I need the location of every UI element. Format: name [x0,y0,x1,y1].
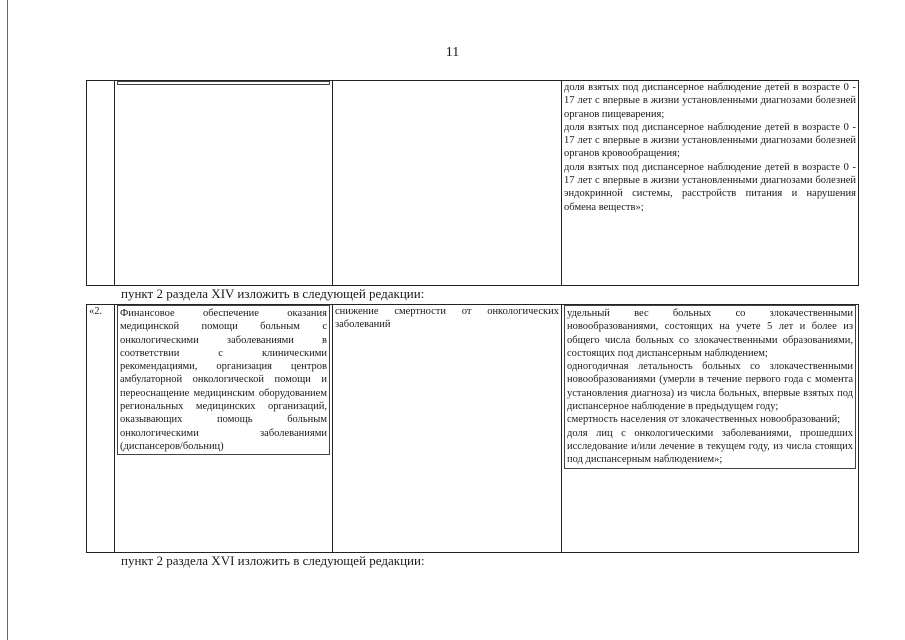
table-continuation [86,80,859,286]
cell-indicators: доля взятых под диспансерное наблюдение детей в возрасте 0 - 17 лет с впервые в жизни установленными диагнозами болезней органов пищеварения; доля взятых под диспансерное наблюдение детей в возрасте 0 - 17 лет с впервые в жизни установленными диагнозами болезней органов кровообращения; доля взятых под диспансерное наблюдение детей в возрасте 0 - 17 лет с впервые в жизни установленными диагнозами болезней эндокринной системы, расстройств питания и нарушения обмена веществ»; [562,81,859,286]
cell-number [87,81,115,286]
table-row [87,305,859,553]
cell-number: «2. [87,305,115,553]
table-row [87,81,859,286]
cell-activity [115,81,333,286]
page-number: 11 [445,45,460,60]
cell-activity: Финансовое обеспечение оказания медицинской помощи больным с онкологическими заболеваниями в соответствии с клиническими рекомендациями, организация центров амбулаторной онкологической помощи и переоснащение медицинским оборудованием региональных медицинских организаций, оказывающих помощь больным онкологическими заболеваниями (диспансеров/больниц) [115,305,333,553]
table-section-xiv [86,304,859,553]
amendment-heading-xiv: пункт 2 раздела XIV изложить в следующей редакции: [121,286,425,301]
amendment-heading-xvi: пункт 2 раздела XVI изложить в следующей редакции: [121,553,425,568]
cell-goal [333,81,562,286]
cell-goal: снижение смертности от онкологических заболеваний [333,305,562,553]
cell-indicators: удельный вес больных со злокачественными новообразованиями, состоящих на учете 5 лет и более из общего числа больных со злокачественными образованиями, состоящих под диспансерным наблюдением; одногодичная летальность больных со злокачественными новообразованиями (умерли в течение первого года с момента установления диагноза) из числа больных, впервые взятых под диспансерное наблюдение в предыдущем году; смертность населения от злокачественных новообразований; доля лиц с онкологическими заболеваниями, прошедших исследование и/или лечение в текущем году, из числа стоящих под диспансерным наблюдением»; [562,305,859,553]
left-margin-rule [7,0,8,640]
